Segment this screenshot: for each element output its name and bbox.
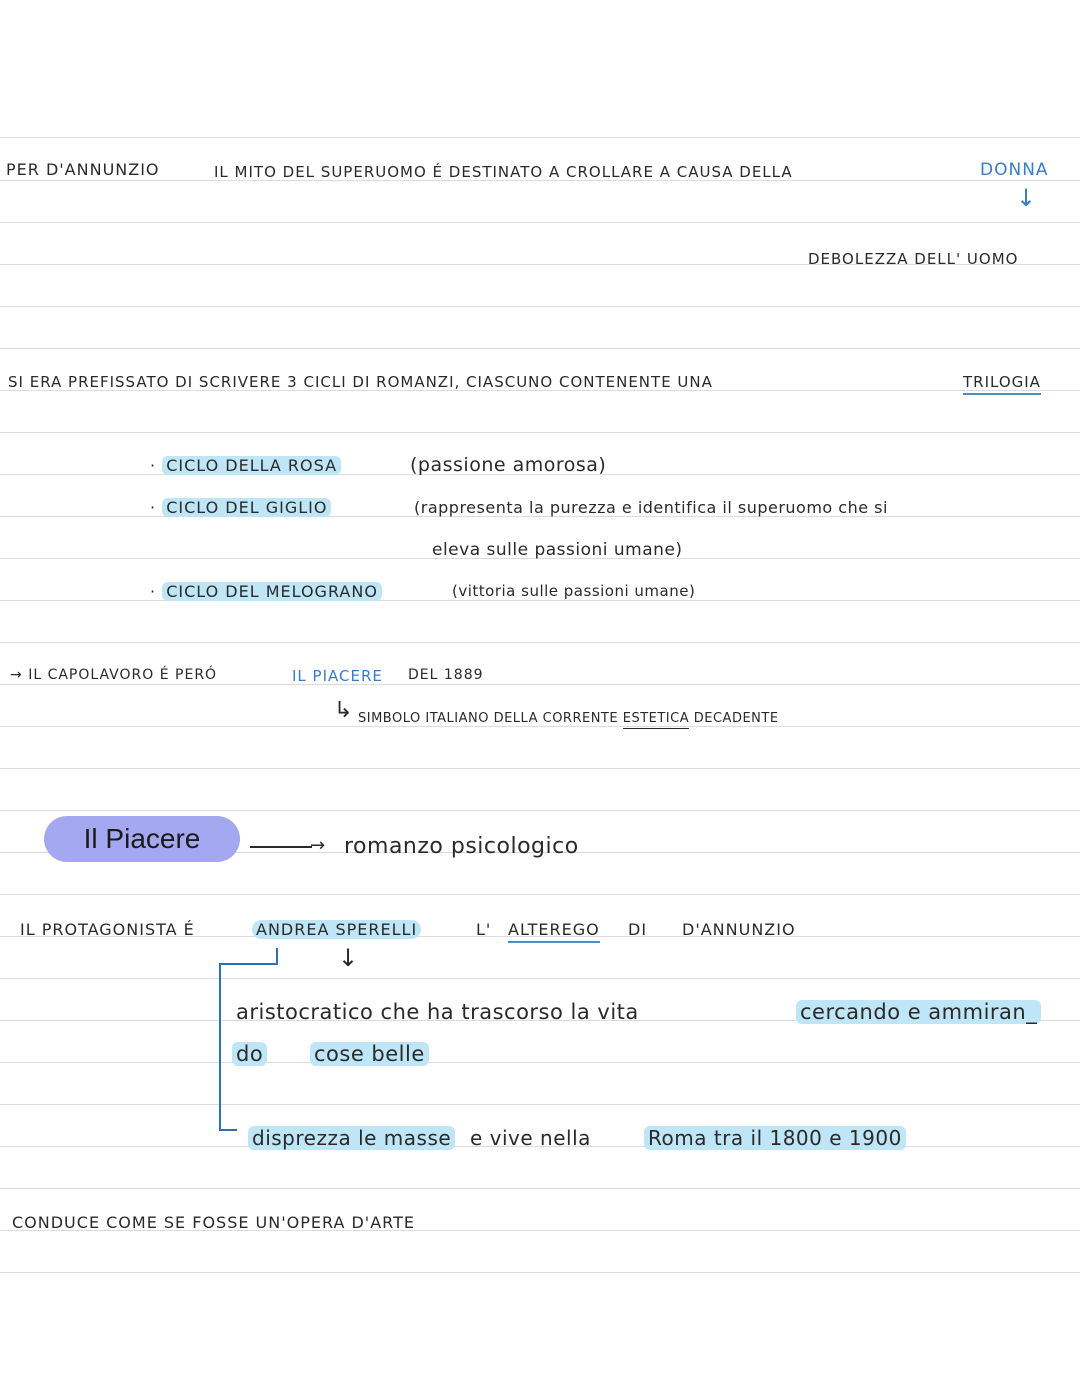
desc3-a: disprezza le masse bbox=[248, 1126, 455, 1150]
cycle-giglio-desc: (rappresenta la purezza e identifica il superuomo che si bbox=[414, 498, 888, 517]
decadente-line bbox=[358, 711, 779, 726]
pill-arrow-icon: → bbox=[310, 835, 326, 856]
il-piacere-title: IL PIACERE bbox=[292, 667, 383, 685]
alterego-word: ALTEREGO bbox=[508, 920, 600, 943]
dannunzio-word: D'ANNUNZIO bbox=[682, 920, 796, 939]
debolezza-text: DEBOLEZZA DELL' UOMO bbox=[808, 250, 1019, 268]
bullet: · bbox=[150, 456, 157, 475]
bracket-top bbox=[276, 948, 278, 964]
cycle-rosa-desc: (passione amorosa) bbox=[410, 454, 607, 476]
cycle-giglio-desc-2: eleva sulle passioni umane) bbox=[432, 540, 683, 560]
intro-text: IL MITO DEL SUPERUOMO É DESTINATO A CROLLARE A CAUSA DELLA bbox=[214, 163, 793, 181]
capolavoro-line bbox=[10, 667, 217, 683]
pill-arrow-line bbox=[250, 846, 312, 848]
protagonist-l: L' bbox=[476, 920, 492, 939]
corner-arrow-icon: ↳ bbox=[334, 698, 354, 723]
desc1-a: aristocratico che ha trascorso la vita bbox=[236, 1000, 639, 1024]
cycle-giglio bbox=[150, 498, 331, 517]
cycle-melograno bbox=[150, 582, 382, 601]
cycle-rosa bbox=[150, 456, 341, 475]
il-piacere-year: DEL 1889 bbox=[408, 667, 484, 683]
cycles-intro: SI ERA PREFISSATO DI SCRIVERE 3 CICLI DI ROMANZI, CIASCUNO CONTENENTE UNA bbox=[8, 373, 713, 391]
il-piacere-pill: Il Piacere bbox=[44, 816, 240, 862]
trilogia-word: TRILOGIA bbox=[963, 373, 1041, 395]
andrea-sperelli: ANDREA SPERELLI bbox=[252, 920, 421, 939]
donna-word: DONNA bbox=[980, 160, 1049, 180]
cycle-giglio-name: CICLO DEL GIGLIO bbox=[162, 498, 331, 517]
desc3-b: e vive nella bbox=[470, 1126, 591, 1150]
bullet: · bbox=[150, 498, 157, 517]
protagonist-di: DI bbox=[628, 920, 648, 939]
decadente-pre: SIMBOLO ITALIANO DELLA CORRENTE bbox=[358, 711, 619, 726]
protagonist-pre: IL PROTAGONISTA É bbox=[20, 920, 195, 939]
capolavoro-text: IL CAPOLAVORO É PERÓ bbox=[28, 667, 218, 683]
bullet: · bbox=[150, 582, 157, 601]
estetica-word: ESTETICA bbox=[623, 711, 689, 729]
intro-prefix: PER D'ANNUNZIO bbox=[6, 160, 160, 179]
desc2-a: do bbox=[232, 1042, 267, 1066]
sperelli-arrow-icon: ↓ bbox=[338, 944, 360, 972]
arrow-right-icon: → bbox=[10, 667, 23, 683]
cycle-melograno-name: CICLO DEL MELOGRANO bbox=[162, 582, 382, 601]
conduce-line: CONDUCE COME SE FOSSE UN'OPERA D'ARTE bbox=[12, 1213, 415, 1232]
desc1-b: cercando e ammiran_ bbox=[796, 1000, 1041, 1024]
donna-arrow: ↓ bbox=[1016, 184, 1038, 212]
decadente-post: DECADENTE bbox=[693, 711, 779, 726]
desc3-c: Roma tra il 1800 e 1900 bbox=[644, 1126, 906, 1150]
cycle-melograno-desc: (vittoria sulle passioni umane) bbox=[452, 582, 696, 600]
romanzo-psicologico: romanzo psicologico bbox=[344, 834, 579, 859]
bracket-horizontal bbox=[219, 963, 278, 965]
desc2-b: cose belle bbox=[310, 1042, 429, 1066]
bracket-vertical bbox=[219, 963, 221, 1131]
cycle-rosa-name: CICLO DELLA ROSA bbox=[162, 456, 341, 475]
bracket-bottom bbox=[219, 1129, 237, 1131]
